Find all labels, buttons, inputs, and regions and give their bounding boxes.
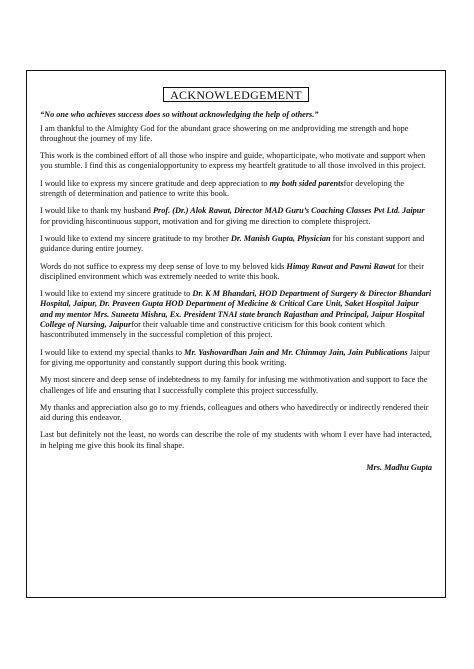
- paragraph-4-text-c: for providing hiscontinuous support, motivation and for giving me direction to complete thisproject.: [40, 216, 371, 226]
- title-wrapper: [40, 87, 432, 102]
- paragraph-4: [40, 206, 432, 227]
- paragraph-9: My most sincere and deep sense of indebtedness to my family for infusing me withmotivation and support to face the challenges of life and ensuring that I successfully complete this project successfully.: [40, 375, 428, 395]
- paragraph-2: This work is the combined effort of all those who inspire and guide, whoparticipate, who motivate and support when you stumble. I find this as congenialopportunity to express my heartfelt gratitude to all those involved in this project.: [40, 151, 426, 171]
- signature: Mrs. Madhu Gupta: [366, 463, 432, 473]
- paragraph-8-text-c: Jaipur for giving me opportunity and constantly support during this book writing.: [40, 347, 430, 367]
- paragraph-8: [40, 348, 432, 369]
- opening-quote: “No one who achieves success does so without acknowledging the help of others.”: [40, 110, 319, 120]
- paragraph-5-text-a: I would like to extend my sincere gratitude to my brother: [40, 233, 231, 243]
- paragraph-7-text-a: I would like to extend my sincere gratitude to: [40, 289, 193, 299]
- paragraph-4-text-a: I would like to thank my husband: [40, 206, 153, 216]
- paragraph-6-text-a: Words do not suffice to express my deep sense of love to my beloved kids: [40, 261, 287, 271]
- paragraph-5: [40, 234, 432, 255]
- paragraph-8-text-a: I would like to extend my special thanks to: [40, 347, 185, 357]
- paragraph-7-emphasis: Dr. K M Bhandari, HOD Department of Surgery & Director Bhandari Hospital, Jaipur, Dr. Praveen Gupta HOD Department of Medicine & Critical Care Unit, Saket Hospital Jaipur and my mentor Mrs. Suneeta Mishra, Ex. President TNAI state branch Rajasthan and Principal, Jaipur Hospital College of Nursing, Jaipur: [40, 289, 432, 330]
- paragraph-7: [40, 289, 432, 340]
- paragraph-6: [40, 262, 432, 283]
- paragraph-11: Last but definitely not the least, no words can describe the role of my students with whom I ever have had interacted, in helping me give this book its final shape.: [40, 430, 432, 450]
- paragraph-10: My thanks and appreciation also go to my friends, colleagues and others who havedirectly or indirectly rendered their aid during this endeavor.: [40, 402, 429, 423]
- paragraph-3-emphasis: my both sided parents: [269, 178, 344, 188]
- paragraph-1: I am thankful to the Almighty God for the abundant grace showering on me andproviding me strength and hope throughout the journey of my life.: [40, 123, 409, 143]
- paragraph-3-text-c: for developing the strength of determination and patience to write this book.: [40, 178, 405, 199]
- paragraph-6-text-c: for their disciplined environment which was extremely needed to write this book.: [40, 261, 424, 281]
- paragraph-3: [40, 179, 432, 200]
- acknowledgement-body: [40, 87, 432, 480]
- paragraph-5-text-c: for his constant support and guidance during entire journey.: [40, 233, 425, 254]
- page-title: ACKNOWLEDGEMENT: [163, 87, 309, 102]
- paragraph-4-emphasis: Prof. (Dr.) Alok Rawat, Director MAD Guru’s Coaching Classes Pvt Ltd. Jaipur: [152, 206, 425, 216]
- paragraph-5-emphasis: Dr. Manish Gupta, Physician: [230, 233, 331, 243]
- paragraph-3-text-a: I would like to express my sincere gratitude and deep appreciation to: [40, 178, 270, 188]
- paragraph-6-emphasis: Himay Rawat and Pawni Rawat: [286, 261, 396, 271]
- paragraph-8-emphasis: Mr. Yashovardhan Jain and Mr. Chinmay Jain, Jain Publications: [184, 347, 408, 357]
- paragraph-7-text-c: for their valuable time and constructive criticism for this book content which hascontributed immensely in the successful completion of this project.: [40, 320, 385, 340]
